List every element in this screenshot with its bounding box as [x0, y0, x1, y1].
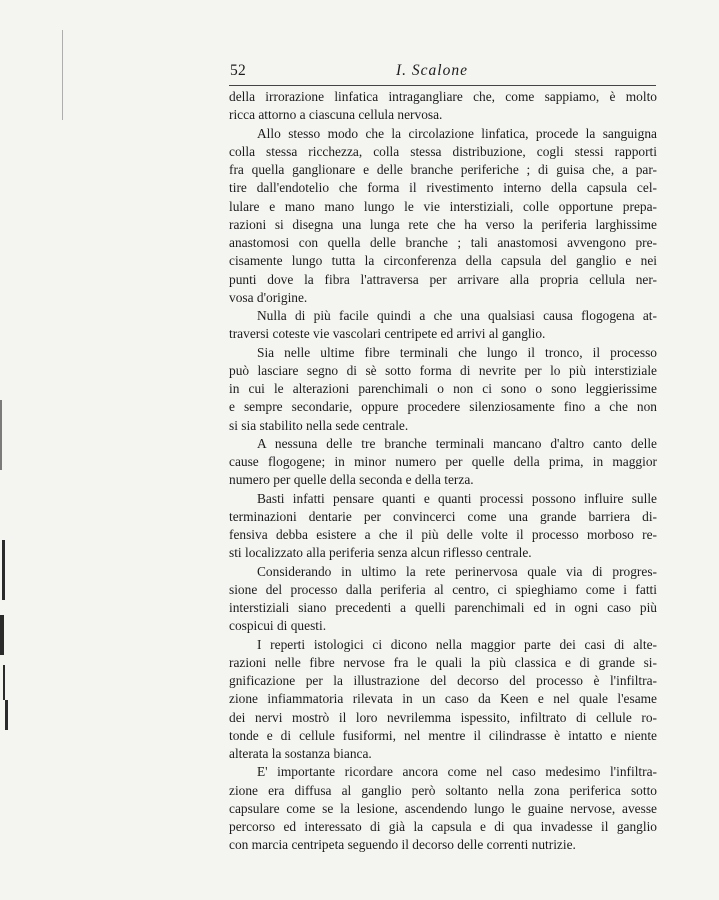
- text-line: razioni si disegna una lunga rete che ha verso la periferia larghissime: [229, 216, 657, 232]
- header-rule: [229, 85, 656, 86]
- text-line: si sia stabilito nella sede centrale.: [229, 417, 409, 433]
- text-line: interstiziali siano precedenti a quelli parenchimali ed in ogni caso più: [229, 600, 657, 615]
- text-line: Considerando in ultimo la rete perinervosa quale via di progres-: [257, 563, 657, 579]
- paragraph: [229, 563, 657, 636]
- text-line: della irrorazione linfatica intragangliare che, come sappiamo, è molto: [229, 89, 657, 104]
- paragraph: [229, 435, 657, 490]
- running-title: I. Scalone: [396, 62, 468, 79]
- body-text: [229, 88, 657, 855]
- text-line: fensiva debba esistere a che il più delle volte il processo morboso re-: [229, 527, 657, 542]
- text-line: può lasciare segno di sè sotto forma di nevrite per lo più interstiziale: [229, 362, 657, 378]
- text-line: cause flogogene; in minor numero per quelle della prima, in maggior: [229, 454, 657, 469]
- paragraph: [229, 307, 657, 344]
- text-line: numero per quelle della seconda e della terza.: [229, 472, 474, 488]
- text-line: sti localizzato alla periferia senza alcun riflesso centrale.: [229, 545, 532, 561]
- paragraph: [229, 88, 657, 125]
- text-line: vosa d'origine.: [229, 289, 308, 305]
- paragraph: [229, 490, 657, 563]
- text-line: I reperti istologici ci dicono nella maggior parte dei casi di alte-: [257, 636, 657, 652]
- text-line: Basti infatti pensare quanti e quanti processi possono influire sulle: [257, 490, 657, 506]
- text-line: in cui le alterazioni parenchimali o non ci sono o sono leggierissime: [229, 381, 657, 396]
- text-line: zione infiammatoria rilevata in un caso da Keen e nel quale l'esame: [229, 691, 657, 707]
- text-line: anastomosi con quella delle branche ; tali anastomosi avvengono pre-: [229, 235, 657, 250]
- running-head: [230, 62, 656, 84]
- text-line: cospicui di questi.: [229, 618, 327, 634]
- text-line: percorso ed interessato di già la capsula e di qua invadesse il ganglio: [229, 819, 657, 834]
- text-line: A nessuna delle tre branche terminali mancano d'altro canto delle: [257, 435, 657, 451]
- text-line: sione del processo dalla periferia al centro, ci spieghiamo come i fatti: [229, 581, 657, 597]
- text-line: Allo stesso modo che la circolazione linfatica, procede la sanguigna: [257, 125, 657, 141]
- paragraph: [229, 763, 657, 854]
- text-line: terminazioni dentarie per convincerci come una grande barriera di-: [229, 508, 657, 524]
- text-line: traversi coteste vie vascolari centripete ed arrivi al ganglio.: [229, 326, 546, 342]
- text-line: Nulla di più facile quindi a che una qualsiasi causa flogogena at-: [257, 308, 657, 323]
- text-line: lulare e mano mano lungo le vie interstiziali, colle opportune prepa-: [229, 198, 657, 214]
- text-line: dei nervi mostrò il loro nevrilemma ispessito, infiltrato di cellule ro-: [229, 709, 657, 725]
- text-line: gnificazione per la illustrazione del decorso del processo è l'infiltra-: [229, 673, 657, 688]
- text-line: capsulare come se la lesione, ascendendo lungo le guaine nervose, avesse: [229, 800, 657, 816]
- text-line: razioni nelle fibre nervose fra le quali la più classica e di grande si-: [229, 654, 657, 670]
- text-line: tire dall'endotelio che forma il rivestimento interno della capsula cel-: [229, 180, 657, 196]
- text-line: zione era diffusa al ganglio però soltanto nella zona periferica sotto: [229, 782, 657, 798]
- text-line: colla stessa ricchezza, colla stessa distribuzione, cogli stessi rapporti: [229, 143, 657, 159]
- paragraph: [229, 125, 657, 308]
- text-line: Sia nelle ultime fibre terminali che lungo il tronco, il processo: [257, 344, 657, 360]
- scanned-page-edge: [0, 0, 22, 900]
- text-line: fra quella ganglionare e delle branche periferiche ; di guisa che, a par-: [229, 162, 657, 177]
- text-line: con marcia centripeta seguendo il decorso delle correnti nutrizie.: [229, 837, 576, 853]
- text-line: punti dove la fibra l'attraversa per arrivare alla propria cellula ner-: [229, 271, 657, 287]
- paragraph: [229, 344, 657, 435]
- text-line: E' importante ricordare ancora come nel caso medesimo l'infiltra-: [257, 764, 657, 780]
- text-line: cisamente lungo tutta la circonferenza della capsula del ganglio e nei: [229, 253, 657, 269]
- text-line: alterata la sostanza bianca.: [229, 746, 372, 761]
- text-line: e sempre secondarie, oppure procedere silenziosamente fino a che non: [229, 399, 657, 415]
- text-line: tonde e di cellule fusiformi, nel mentre il cilindrasse è intatto e niente: [229, 727, 657, 743]
- paragraph: [229, 636, 657, 764]
- text-line: ricca attorno a ciascuna cellula nervosa.: [229, 107, 443, 123]
- page-number: 52: [230, 62, 247, 79]
